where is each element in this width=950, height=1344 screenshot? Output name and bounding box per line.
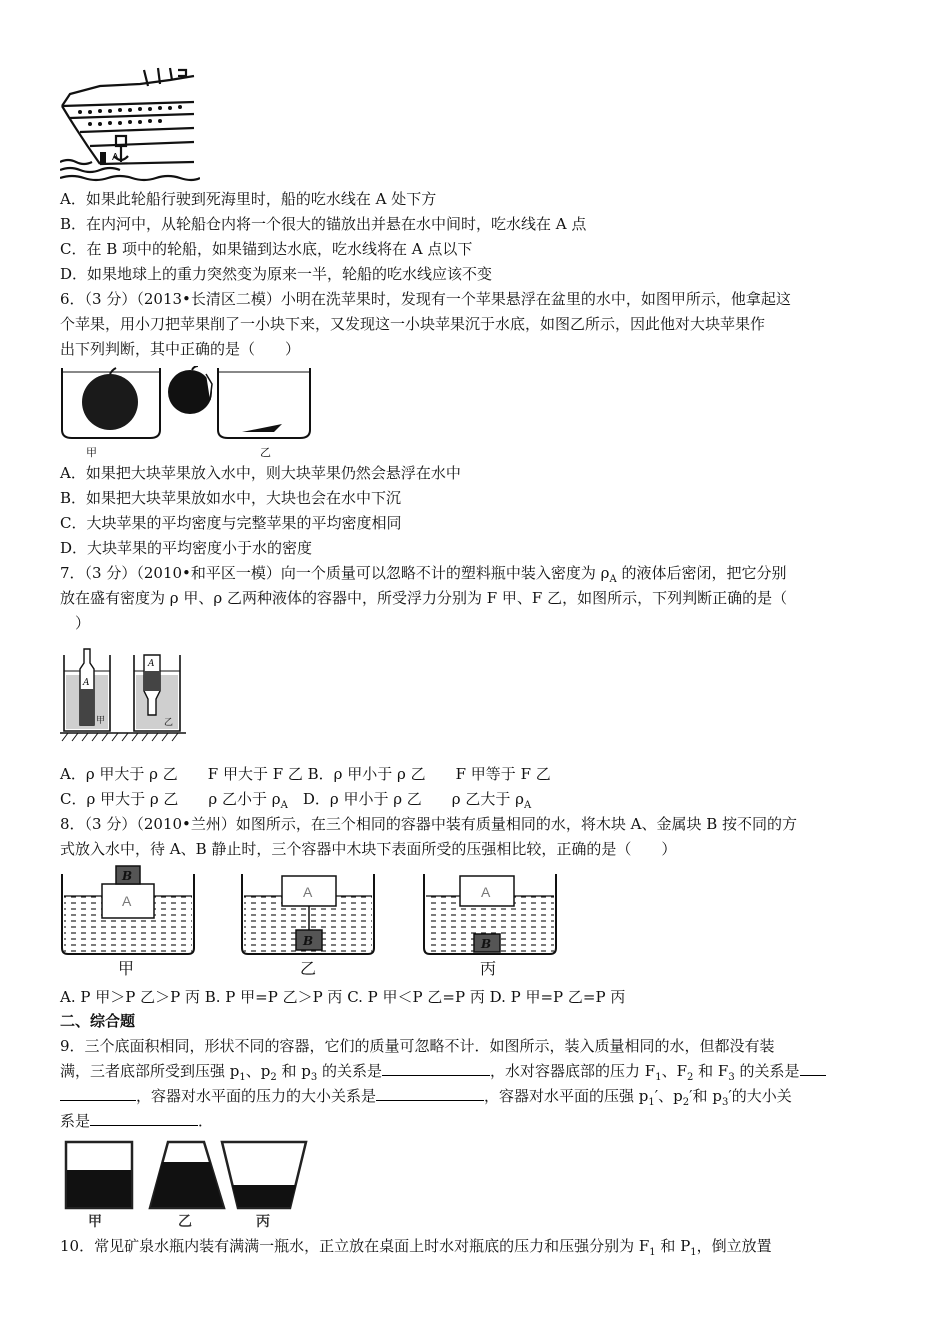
q8-options: A. P 甲＞P 乙＞P 丙 B. P 甲=P 乙＞P 丙 C. P 甲＜P 乙=P 丙 D. P 甲=P 乙=P 丙 [60,988,626,1006]
block-a-yi: A [303,884,313,900]
q5-option-b: B．在内河中，从轮船仓内将一个很大的锚放出并悬在水中间时，吃水线在 A 点 [60,215,587,233]
q6-option-d: D．大块苹果的平均密度小于水的密度 [60,539,313,557]
q9-line3: ，容器对水平面的压力的大小关系是 ，容器对水平面的压强 $p_1'$、$p_2'$和 $p_3'$的大小关 [60,1085,792,1114]
apple-label-yi: 乙 [260,446,271,459]
bottle-figure [60,645,190,745]
q7-options-cd: C．ρ 甲大于 ρ 乙 ρ 乙小于 $\rho_A$ D．ρ 甲小于 ρ 乙 ρ 乙大于 $\rho_A$ [60,790,532,811]
blocks-label-yi: 乙 [300,959,317,978]
ship-figure [60,66,200,182]
block-b-bing: B [481,937,492,951]
q6-stem-line2: 个苹果，用小刀把苹果削了一小块下来，又发现这一小块苹果沉于水底，如图乙所示，因此他对大块苹果作 [60,315,766,333]
bottle-label-yi: 乙 [164,718,174,728]
containers-figure [64,1140,314,1230]
container-label-jia: 甲 [88,1214,102,1230]
q5-option-d: D．如果地球上的重力突然变为原来一半，轮船的吃水线应该不变 [60,265,493,283]
q5-option-a: A．如果此轮船行驶到死海里时，船的吃水线在 A 处下方 [60,190,437,208]
container-label-bing: 丙 [256,1214,270,1230]
container-label-yi: 乙 [178,1214,192,1230]
block-b-yi: B [303,934,314,948]
q6-option-c: C．大块苹果的平均密度与完整苹果的平均密度相同 [60,514,402,532]
q7-options-ab: A．ρ 甲大于 ρ 乙 F 甲大于 F 乙 B．ρ 甲小于 ρ 乙 F 甲等于 F 乙 [60,765,551,783]
q9-blank-1[interactable] [382,1061,490,1076]
q10-line1: 10．常见矿泉水瓶内装有满满一瓶水，正立放在桌面上时水对瓶底的压力和压强分别为 $F_1$ 和 $P_1$，倒立放置 [60,1237,772,1258]
q8-stem-line2: 式放入水中，待 A、B 静止时，三个容器中木块下表面所受的压强相比较，正确的是（ ） [60,840,677,858]
q9-line1: 9．三个底面积相同，形状不同的容器，它们的质量可忽略不计．如图所示，装入质量相同的水，但都没有装 [60,1037,775,1055]
q6-option-b: B．如果把大块苹果放如水中，大块也会在水中下沉 [60,489,402,507]
q6-option-a: A．如果把大块苹果放入水中，则大块苹果仍然会悬浮在水中 [60,464,461,482]
q9-blank-2a[interactable] [800,1061,826,1076]
ship-mark-label: A [112,152,119,163]
bottle-a-label-left: A [83,678,90,688]
q7-stem-line1: 7．（3 分）（2010•和平区一模）向一个质量可以忽略不计的塑料瓶中装入密度为 $\rho_A$ 的液体后密闭，把它分别 [60,564,787,585]
blocks-label-jia: 甲 [118,959,135,978]
q6-stem-line1: 6．（3 分）（2013•长清区二模）小明在洗苹果时，发现有一个苹果悬浮在盆里的水中，如图甲所示，他拿起这 [60,290,791,308]
q9-blank-4[interactable] [90,1111,198,1126]
blocks-label-bing: 丙 [480,959,497,978]
q9-line2: 满，三者底部所受到压强 $p_1$、$p_2$ 和 $p_3$ 的关系是 ，水对容器底部的压力 $F_1$、$F_2$ 和 $F_3$ 的关系是 [60,1060,826,1089]
block-a-jia: A [122,893,132,909]
q9-blank-2b[interactable] [60,1086,136,1101]
block-b-jia: B [122,869,133,883]
apple-figure [60,366,320,462]
q7-stem-line3: ） [60,614,91,632]
q5-option-c: C．在 B 项中的轮船，如果锚到达水底，吃水线将在 A 点以下 [60,240,473,258]
blocks-figure [60,864,560,980]
q6-stem-line3: 出下列判断，其中正确的是（ ） [60,340,301,358]
q9-line4: 系是 ． [60,1112,214,1130]
block-a-bing: A [481,884,491,900]
bottle-label-jia: 甲 [96,716,106,726]
q7-stem-line2: 放在盛有密度为 ρ 甲、ρ 乙两种液体的容器中，所受浮力分别为 F 甲、F 乙，如图所示，下列判断正确的是（ [60,589,788,607]
section-title: 二、综合题 [60,1012,136,1030]
apple-label-jia: 甲 [86,446,97,459]
q9-blank-3[interactable] [376,1086,484,1101]
bottle-a-label-right: A [148,659,155,669]
q8-stem-line1: 8．（3 分）（2010•兰州）如图所示，在三个相同的容器中装有质量相同的水，将木块 A、金属块 B 按不同的方 [60,815,798,833]
